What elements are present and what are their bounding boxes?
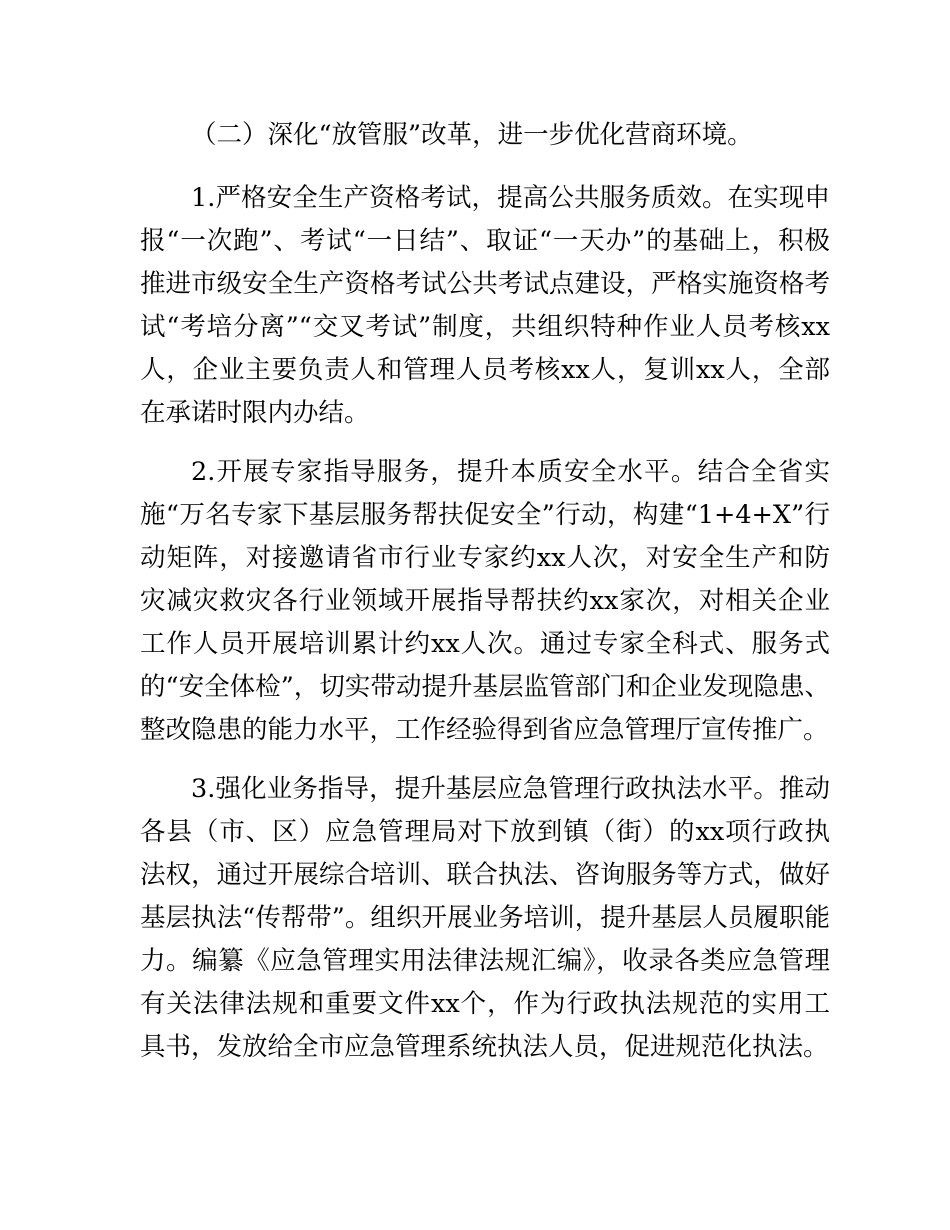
paragraph-1: 1.严格安全生产资格考试，提高公共服务质效。在实现申报“一次跑”、考试“一日结”、取证“一天办”的基础上，积极推进市级安全生产资格考试公共考试点建设，严格实施资格考试“考培分离”“交叉考试”制度，共组织特种作业人员考核xx人，企业主要负责人和管理人员考核xx人，复训xx人，全部在承诺时限内办结。 [140,183,830,428]
section-heading: （二）深化“放管服”改革，进一步优化营商环境。 [191,120,753,150]
paragraph-3: 3.强化业务指导，提升基层应急管理行政执法水平。推动各县（市、区）应急管理局对下放到镇（街）的xx项行政执法权，通过开展综合培训、联合执法、咨询服务等方式，做好基层执法“传帮带”。组织开展业务培训，提升基层人员履职能力。编纂《应急管理实用法律法规汇编》，收录各类应急管理有关法律法规和重要文件xx个，作为行政执法规范的实用工具书，发放给全市应急管理系统执法人员，促进规范化执法。 [140,774,830,1062]
paragraph-2: 2.开展专家指导服务，提升本质安全水平。结合全省实施“万名专家下基层服务帮扶促安全”行动，构建“1+4+X”行动矩阵，对接邀请省市行业专家约xx人次，对安全生产和防灾减灾救灾各行业领域开展指导帮扶约xx家次，对相关企业工作人员开展培训累计约xx人次。通过专家全科式、服务式的“安全体检”，切实带动提升基层监管部门和企业发现隐患、整改隐患的能力水平，工作经验得到省应急管理厅宣传推广。 [140,457,830,745]
document-body [140,113,830,1085]
